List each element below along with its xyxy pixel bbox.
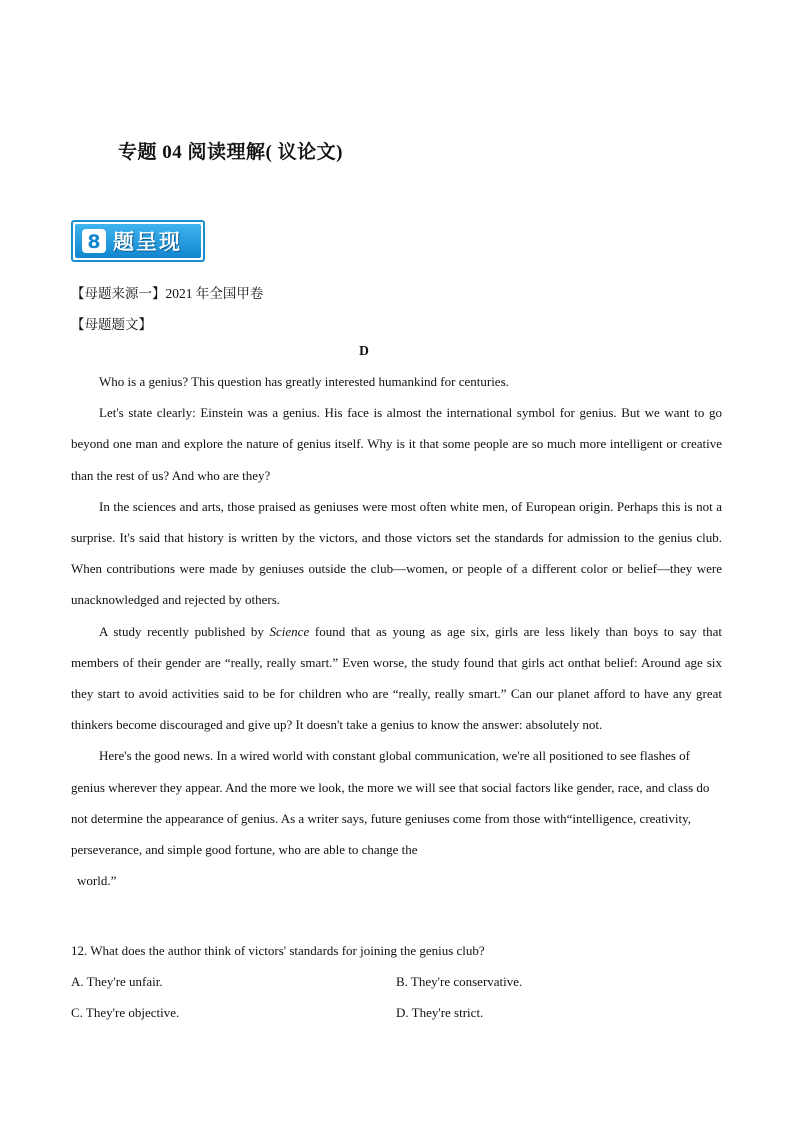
option-b: B. They're conservative. (396, 974, 523, 990)
source-value: 2021 年全国甲卷 (165, 286, 264, 301)
option-a: A. They're unfair. (71, 974, 163, 990)
badge-icon-glyph: 8 (87, 231, 101, 253)
paragraph-3: In the sciences and arts, those praised as geniuses were most often white men, of European origin. Perhaps this is not a surprise. It's said that history is written by the victors, and those victors set the standards for admission to the genius club. When contributions were made by geniuses outside the club—women, or people of a different color or belief—they were unacknowledged and rejected by others. (71, 498, 722, 608)
section-badge-fill (75, 224, 201, 258)
passage-body (71, 366, 722, 896)
document-title: 专题 04 阅读理解( 议论文) (118, 142, 343, 163)
paragraph-4-rest: found that as young as age six, girls are less likely than boys to say that members of their gender are “really, really smart.” Even worse, the study found that girls act onthat belief: Around age six they start to avoid activities said to be for children who are “really, really smart.” Can our planet afford to have any great thinkers become discouraged and give up? It doesn't take a genius to know the answer: absolutely not. (71, 623, 723, 733)
passage-letter: D (359, 343, 369, 358)
section-label: 【母题题文】 (71, 317, 152, 332)
paragraph-5: Here's the good news. In a wired world with constant global communication, we're all positioned to see flashes of genius wherever they appear. And the more we look, the more we will see that social factors like gender, race, and class do not determine the appearance of genius. As a writer says, future geniuses come from those with“intelligence, creativity, perseverance, and simple good fortune, who are able to change the (71, 748, 710, 858)
options-row-1 (71, 966, 722, 997)
paragraph-1: Who is a genius? This question has greatly interested humankind for centuries. (99, 374, 509, 389)
section-badge (71, 220, 205, 262)
option-d: D. They're strict. (396, 1005, 484, 1021)
options-row-2 (71, 997, 722, 1028)
paragraph-5-end: world.” (77, 873, 117, 889)
paragraph-4-lead: A study recently published by (99, 623, 270, 639)
source-label: 【母题来源一】 (71, 286, 166, 301)
source-line (71, 282, 263, 302)
paragraph-4 (71, 616, 722, 741)
badge-number-icon (81, 228, 107, 254)
question-12 (71, 935, 722, 1029)
journal-name: Science (269, 623, 310, 639)
badge-label: 题呈现 (113, 230, 182, 254)
option-c: C. They're objective. (71, 1005, 180, 1021)
paragraph-2: Let's state clearly: Einstein was a genius. His face is almost the international symbol for genius. But we want to go beyond one man and explore the nature of genius itself. Why is it that some people are so much more intelligent or creative than the rest of us? And who are they? (71, 405, 722, 483)
question-stem: 12. What does the author think of victors' standards for joining the genius club? (71, 943, 485, 958)
